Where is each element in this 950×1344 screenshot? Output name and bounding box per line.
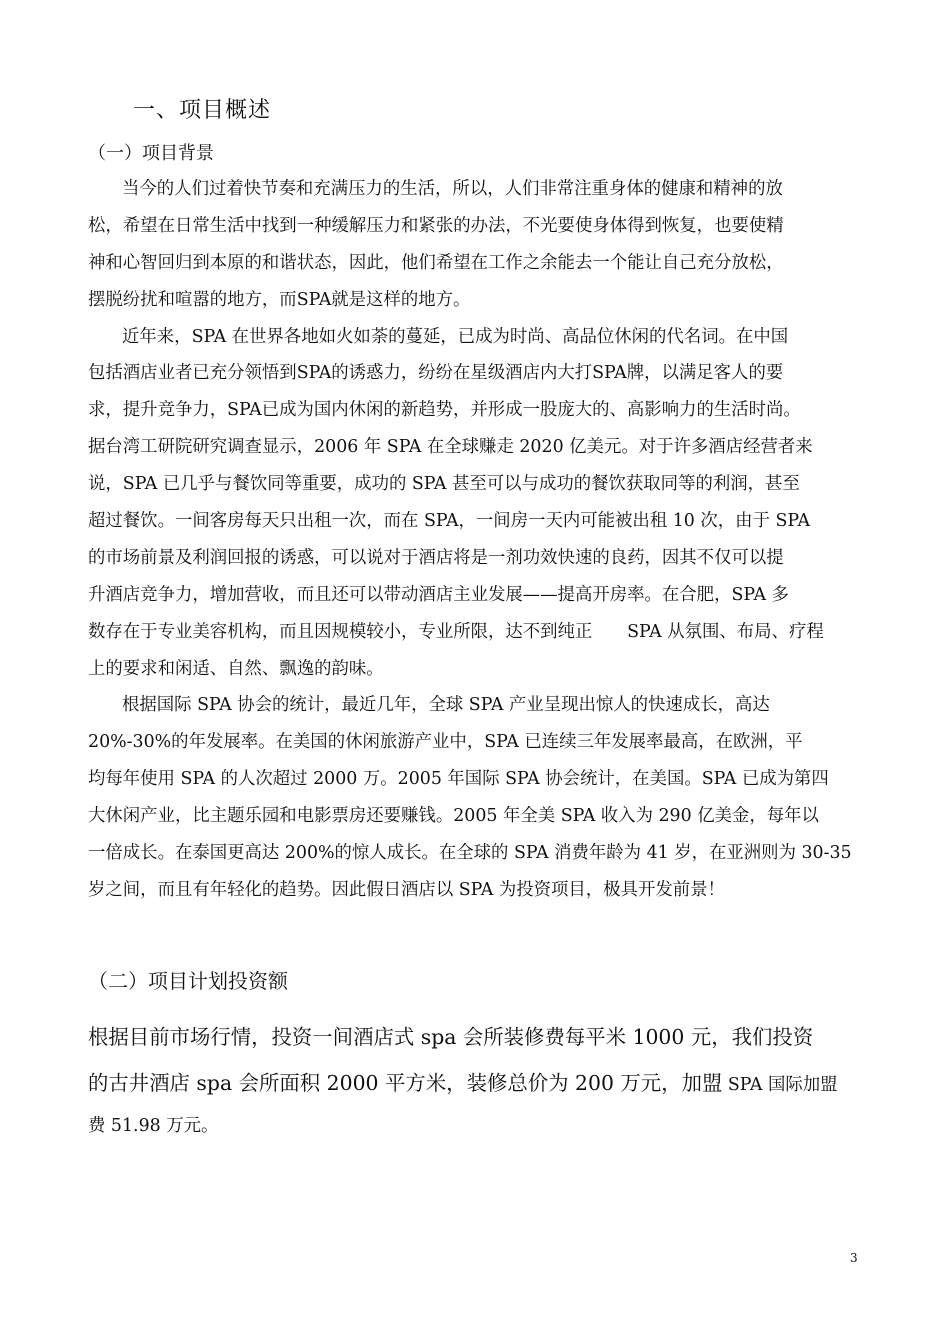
paragraph-line: 当今的人们过着快节奏和充满压力的生活，所以，人们非常注重身体的健康和精神的放 [122, 179, 783, 199]
paragraph-line-tail: SPA 国际加盟 [722, 1075, 838, 1095]
paragraph-line: 超过餐饮。一间客房每天只出租一次，而在 SPA，一间房一天内可能被出租 10 次，由于 SPA [88, 511, 811, 532]
paragraph-line: 神和心智回归到本原的和谐状态，因此，他们希望在工作之余能去一个能让自己充分放松， [88, 252, 784, 273]
paragraph-line: 上的要求和闲适、自然、飘逸的韵味。 [88, 658, 384, 679]
investment-text [88, 1014, 860, 1146]
paragraph-line: 升酒店竞争力，增加营收，而且还可以带动酒店主业发展——提高开房率。在合肥，SPA 多 [88, 584, 789, 605]
paragraph-line [88, 1060, 860, 1106]
paragraph-line: 根据国际 SPA 协会的统计，最近几年，全球 SPA 产业呈现出惊人的快速成长，高达 [122, 695, 770, 716]
page-number: 3 [850, 1251, 858, 1265]
paragraph-line: 松，希望在日常生活中找到一种缓解压力和紧张的办法，不光要使身体得到恢复，也要使精 [88, 215, 784, 236]
paragraph-line: 据台湾工研院研究调查显示，2006 年 SPA 在全球赚走 2020 亿美元。对于许多酒店经营者来 [88, 437, 813, 458]
paragraph-line: 20%-30%的年发展率。在美国的休闲旅游产业中，SPA 已连续三年发展率最高，在欧洲，平 [88, 732, 803, 753]
paragraph-line: 近年来，SPA 在世界各地如火如荼的蔓延，已成为时尚、高品位休闲的代名词。在中国 [122, 326, 789, 347]
paragraph-line: 包括酒店业者已充分领悟到SPA的诱惑力，纷纷在星级酒店内大打SPA牌，以满足客人的要 [88, 363, 784, 384]
paragraph-line: 说，SPA 已几乎与餐饮同等重要，成功的 SPA 甚至可以与成功的餐饮获取同等的利润，甚至 [88, 474, 800, 495]
subsection-title-background: （一）项目背景 [88, 143, 214, 164]
paragraph-line: 费 51.98 万元。 [88, 1116, 219, 1136]
subsection-title-investment: （二）项目计划投资额 [88, 969, 288, 993]
paragraph-line: 一倍成长。在泰国更高达 200%的惊人成长。在全球的 SPA 消费年龄为 41 岁，在亚洲则为 30-35 [88, 843, 852, 864]
section-heading: 一、项目概述 [133, 98, 272, 123]
paragraph-line: 根据目前市场行情，投资一间酒店式 spa 会所装修费每平米 1000 元，我们投资 [88, 1025, 814, 1049]
paragraph-line: 摆脱纷扰和喧嚣的地方，而SPA就是这样的地方。 [88, 289, 471, 310]
background-text [88, 171, 860, 909]
paragraph-line: 求，提升竞争力，SPA已成为国内休闲的新趋势，并形成一股庞大的、高影响力的生活时尚。 [88, 400, 801, 421]
paragraph-line: 均每年使用 SPA 的人次超过 2000 万。2005 年国际 SPA 协会统计，在美国。SPA 已成为第四 [88, 769, 829, 790]
paragraph-line: 的市场前景及利润回报的诱惑，可以说对于酒店将是一剂功效快速的良药，因其不仅可以提 [88, 547, 784, 568]
paragraph-line: 岁之间，而且有年轻化的趋势。因此假日酒店以 SPA 为投资项目，极具开发前景！ [88, 879, 725, 900]
paragraph-line: 数存在于专业美容机构，而且因规模较小，专业所限，达不到纯正 SPA 从氛围、布局、疗程 [88, 621, 824, 642]
paragraph-line-main: 的古井酒店 spa 会所面积 2000 平方米，装修总价为 200 万元，加盟 [88, 1071, 723, 1095]
paragraph-line: 大休闲产业，比主题乐园和电影票房还要赚钱。2005 年全美 SPA 收入为 290 亿美金，每年以 [88, 806, 819, 827]
